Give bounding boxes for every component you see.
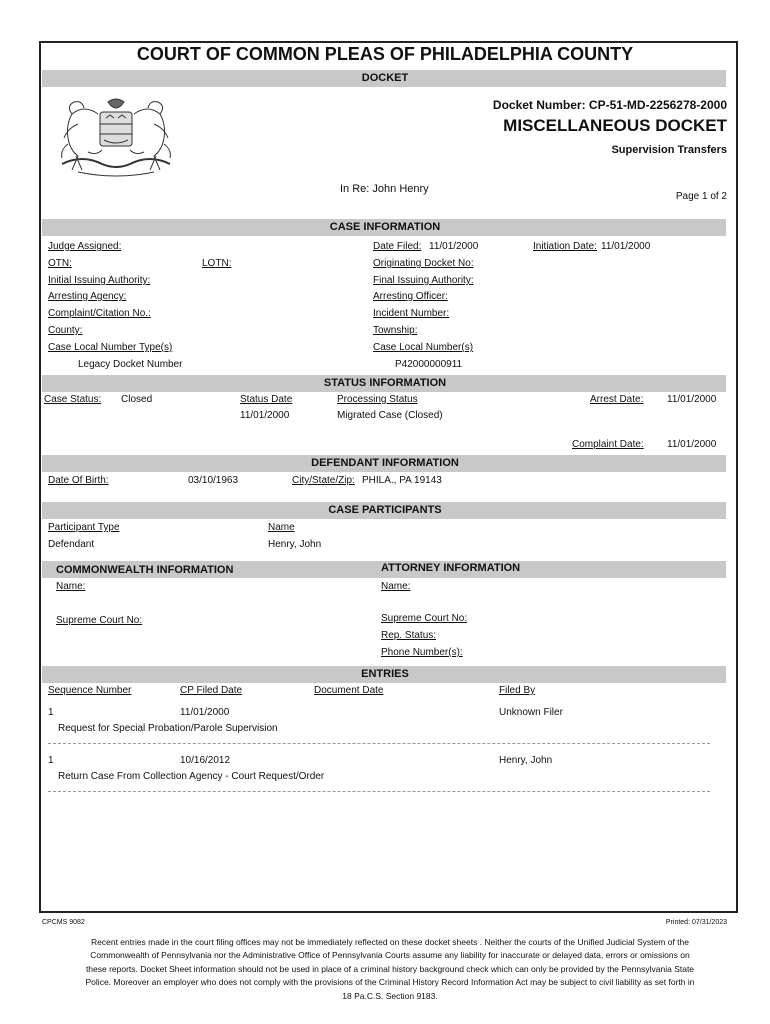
coat-of-arms-seal [48, 94, 184, 178]
lotn-label: LOTN: [202, 258, 232, 269]
entries-doc-date-label: Document Date [314, 685, 384, 696]
incident-label: Incident Number: [373, 308, 450, 319]
entry-seq: 1 [48, 707, 54, 718]
commonwealth-info-header: COMMONWEALTH INFORMATION [56, 564, 234, 576]
date-filed-label: Date Filed: [373, 241, 422, 252]
case-local-type-value: Legacy Docket Number [78, 359, 183, 370]
status-info-header: STATUS INFORMATION [323, 377, 447, 389]
complaint-label: Complaint/Citation No.: [48, 308, 151, 319]
status-date-label: Status Date [240, 394, 293, 405]
entries-header: ENTRIES [361, 668, 409, 680]
judge-label: Judge Assigned: [48, 241, 122, 252]
township-label: Township: [373, 325, 418, 336]
initiation-value: 11/01/2000 [601, 241, 651, 252]
entries-seq-label: Sequence Number [48, 685, 132, 696]
court-title: COURT OF COMMON PLEAS OF PHILADELPHIA COUNTY [136, 44, 634, 64]
entry-seq: 1 [48, 755, 54, 766]
docket-type: MISCELLANEOUS DOCKET [503, 116, 727, 135]
entries-filed-by-label: Filed By [499, 685, 536, 696]
docket-bar-label: DOCKET [361, 72, 409, 84]
attorney-rep-status-label: Rep. Status: [381, 630, 437, 641]
originating-label: Originating Docket No: [373, 258, 474, 269]
entry-divider [48, 791, 710, 792]
complaint-date-value: 11/01/2000 [667, 439, 717, 450]
form-number: CPCMS 9082 [42, 919, 85, 926]
processing-status-label: Processing Status [337, 394, 418, 405]
docket-number: Docket Number: CP-51-MD-2256278-2000 [492, 98, 727, 112]
entry-description: Request for Special Probation/Parole Supervision [58, 723, 278, 734]
initiation-label: Initiation Date: [533, 241, 597, 252]
otn-label: OTN: [48, 258, 72, 269]
complaint-date-label: Complaint Date: [572, 439, 644, 450]
arrest-date-value: 11/01/2000 [667, 394, 717, 405]
entry-filed-by: Unknown Filer [499, 707, 563, 718]
disclaimer: Recent entries made in the court filing offices may not be immediately reflected on these docket sheets . Neither the courts of the Unified Judicial System of the Commonwealth of Pennsylvania nor the Administrative Office of Pennsylvania Courts assume any liability for inaccurate or delayed data, errors or omissions on these reports. Docket Sheet information should not be used in place of a criminal history background check which can only be provided by the Pennsylvania State Police. Moreover an employer who does not comply with the provisions of the Criminal History Record Information Act may be subject to civil liability as set forth in 18 Pa.C.S. Section 9183. [85, 937, 695, 1001]
entry-description: Return Case From Collection Agency - Court Request/Order [58, 771, 325, 782]
entries-cp-date-label: CP Filed Date [180, 685, 243, 696]
entry-filed-by: Henry, John [499, 755, 553, 766]
attorney-info-header: ATTORNEY INFORMATION [381, 562, 521, 574]
initial-issuing-label: Initial Issuing Authority: [48, 275, 151, 286]
participant-name-label: Name [268, 522, 295, 533]
attorney-phone-label: Phone Number(s): [381, 647, 463, 658]
attorney-name-label: Name: [381, 581, 411, 592]
city-state-zip-label: City/State/Zip: [292, 475, 355, 486]
entry-divider [48, 743, 710, 744]
defendant-info-header: DEFENDANT INFORMATION [311, 457, 459, 469]
docket-subtype: Supervision Transfers [611, 144, 727, 156]
case-local-type-label: Case Local Number Type(s) [48, 342, 173, 353]
in-re: In Re: John Henry [340, 183, 429, 195]
city-state-zip-value: PHILA., PA 19143 [362, 475, 442, 486]
dob-label: Date Of Birth: [48, 475, 109, 486]
dob-value: 03/10/1963 [188, 475, 239, 486]
attorney-supreme-label: Supreme Court No: [381, 613, 468, 624]
case-status-value: Closed [121, 394, 153, 405]
case-info-header: CASE INFORMATION [329, 221, 441, 233]
county-label: County: [48, 325, 83, 336]
case-local-number-label: Case Local Number(s) [373, 342, 474, 353]
printed-date: Printed: 07/31/2023 [665, 919, 727, 926]
participant-type-value: Defendant [48, 539, 95, 550]
participants-header: CASE PARTICIPANTS [328, 504, 442, 516]
status-date-value: 11/01/2000 [240, 410, 290, 421]
processing-status-value: Migrated Case (Closed) [337, 410, 443, 421]
page-number: Page 1 of 2 [675, 191, 727, 202]
final-issuing-label: Final Issuing Authority: [373, 275, 474, 286]
participant-name-value: Henry, John [268, 539, 322, 550]
date-filed-value: 11/01/2000 [429, 241, 479, 252]
arresting-officer-label: Arresting Officer: [373, 291, 448, 302]
commonwealth-name-label: Name: [56, 581, 86, 592]
case-local-number-value: P42000000911 [395, 359, 463, 370]
case-status-label: Case Status: [44, 394, 102, 405]
entry-cp-date: 10/16/2012 [180, 755, 231, 766]
arrest-date-label: Arrest Date: [590, 394, 644, 405]
entry-cp-date: 11/01/2000 [180, 707, 230, 718]
arresting-agency-label: Arresting Agency: [48, 291, 127, 302]
commonwealth-supreme-label: Supreme Court No: [56, 615, 143, 626]
participant-type-label: Participant Type [48, 522, 120, 533]
